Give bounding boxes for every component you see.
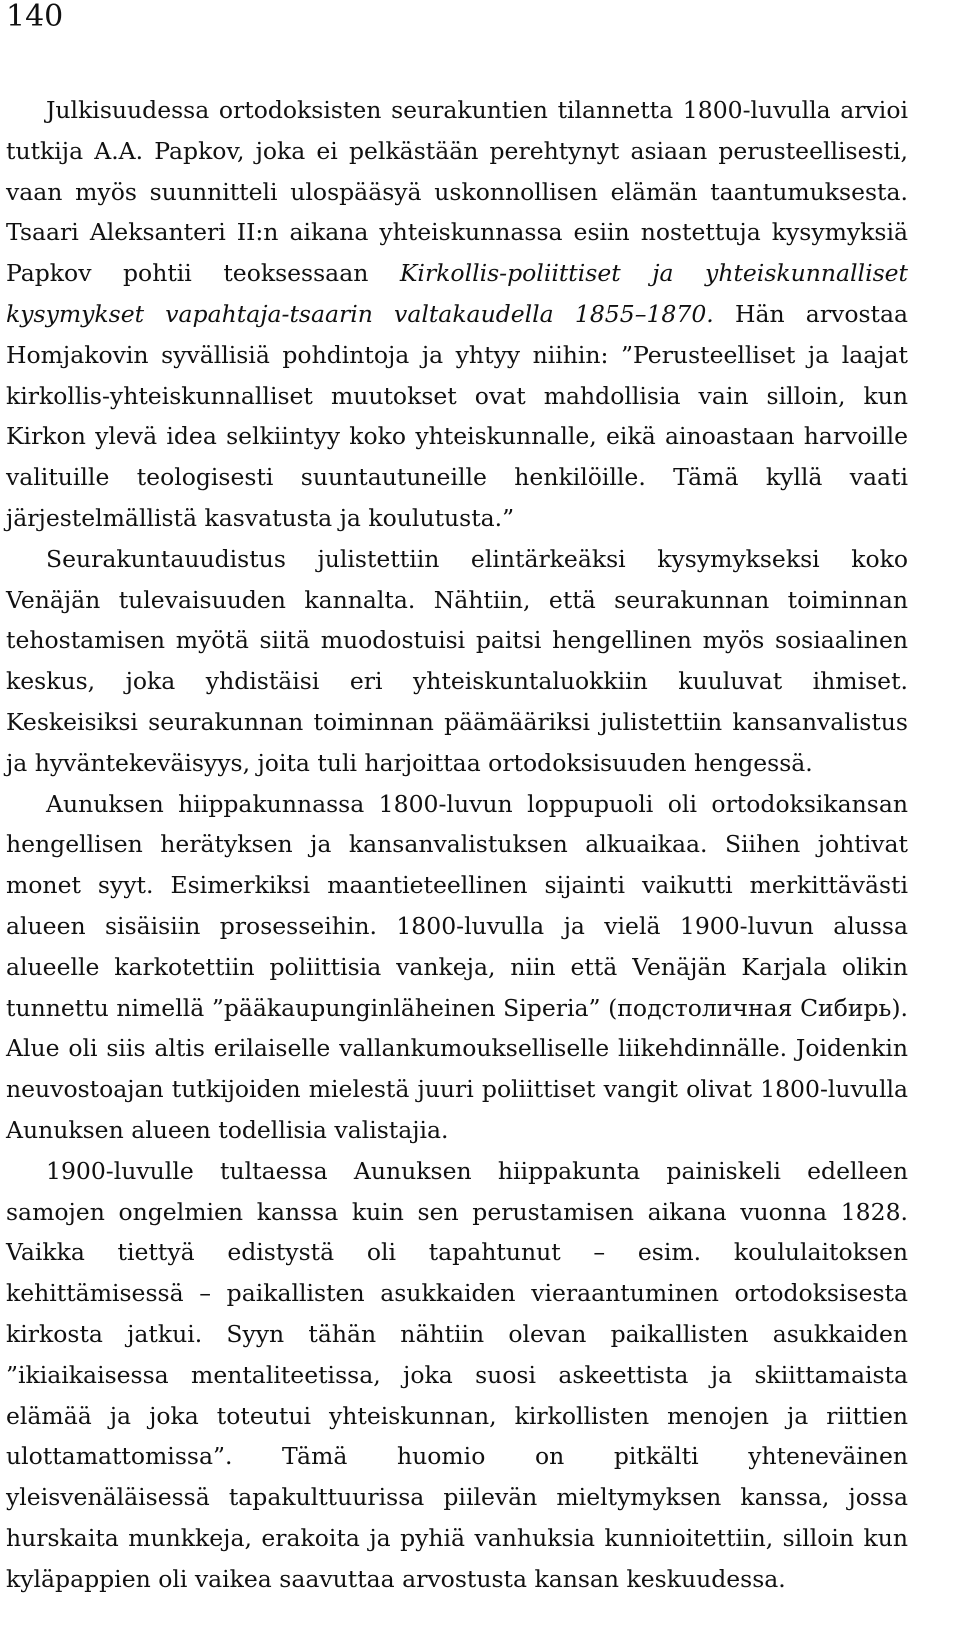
book-title-italic: Kirkollis-poliittiset ja yhteiskunnalliset kysymykset vapahtaja-tsaarin valtakaudella 1855–1870.	[6, 259, 908, 328]
paragraph-2-text: Seurakuntauudistus julistettiin elintärkeäksi kysymykseksi koko Venäjän tulevaisuuden kannalta. Nähtiin, että seurakunnan toiminnan tehostamisen myötä siitä muodostuisi paitsi hengellinen myös sosiaalinen keskus, joka yhdistäisi eri yhteiskuntaluokkiin kuuluvat ihmiset. Keskeisiksi seurakunnan toiminnan päämääriksi julistettiin kansanvalistus ja hyväntekeväisyys, joita tuli harjoittaa ortodoksisuuden hengessä.	[6, 544, 908, 777]
paragraph-1-text-a: Julkisuudessa ortodoksisten seurakuntien tilannetta 1800-luvulla arvioi tutkija A.A. Papkov, joka ei pelkästään perehtynyt asiaan perusteellisesti, vaan myös suunnitteli ulospääsyä uskonnollisen elämän taantumuksesta. Tsaari Aleksanteri II:n aikana yhteiskunnassa esiin nostettuja kysymyksiä Papkov pohtii teoksessaan	[6, 96, 908, 288]
paragraph-4-text: 1900-luvulle tultaessa Aunuksen hiippakunta painiskeli edelleen samojen ongelmien kanssa kuin sen perustamisen aikana vuonna 1828. Vaikka tiettyä edistystä oli tapahtunut – esim. koululaitoksen kehittämisessä – paikallisten asukkaiden vieraantuminen ortodoksisesta kirkosta jatkui. Syyn tähän nähtiin olevan paikallisten asukkaiden ”ikiaikaisessa mentaliteetissa, joka suosi askeettista ja skiittamaista elämää ja joka toteutui yhteiskunnan, kirkollisten menojen ja riittien ulottamattomissa”. Tämä huomio on pitkälti yhteneväinen yleisvenäläisessä tapakulttuurissa piilevän mieltymyksen kanssa, jossa hurskaita munkkeja, erakoita ja pyhiä vanhuksia kunnioitettiin, silloin kun kyläpappien oli vaikea saavuttaa arvostusta kansan keskuudessa.	[6, 1156, 908, 1593]
page-number: 140	[6, 0, 64, 34]
paragraph-1	[6, 90, 908, 539]
paragraph-3-text: Aunuksen hiippakunnassa 1800-luvun loppupuoli oli ortodoksikansan hengellisen herätyksen ja kansanvalistuksen alkuaikaa. Siihen johtivat monet syyt. Esimerkiksi maantieteellinen sijainti vaikutti merkittävästi alueen sisäisiin prosesseihin. 1800-luvulla ja vielä 1900-luvun alussa alueelle karkotettiin poliittisia vankeja, niin että Venäjän Karjala olikin tunnettu nimellä ”pääkaupunginläheinen Siperia” (подстоличная Сибирь). Alue oli siis altis erilaiselle vallankumoukselliselle liikehdinnälle. Joidenkin neuvostoajan tutkijoiden mielestä juuri poliittiset vangit olivat 1800-luvulla Aunuksen alueen todellisia valistajia.	[6, 789, 908, 1144]
paragraph-3	[6, 784, 908, 1151]
paragraph-2	[6, 539, 908, 784]
paragraph-1-text-b: Hän arvostaa Homjakovin syvällisiä pohdintoja ja yhtyy niihin: ”Perusteelliset ja laajat kirkollis-yhteiskunnalliset muutokset ovat mahdollisia vain silloin, kun Kirkon ylevä idea selkiintyy koko yhteiskunnalle, eikä ainoastaan harvoille valituille teologisesti suuntautuneille henkilöille. Tämä kyllä vaati järjestelmällistä kasvatusta ja koulutusta.”	[6, 299, 909, 532]
paragraph-4	[6, 1151, 908, 1600]
body-text	[6, 90, 908, 1599]
